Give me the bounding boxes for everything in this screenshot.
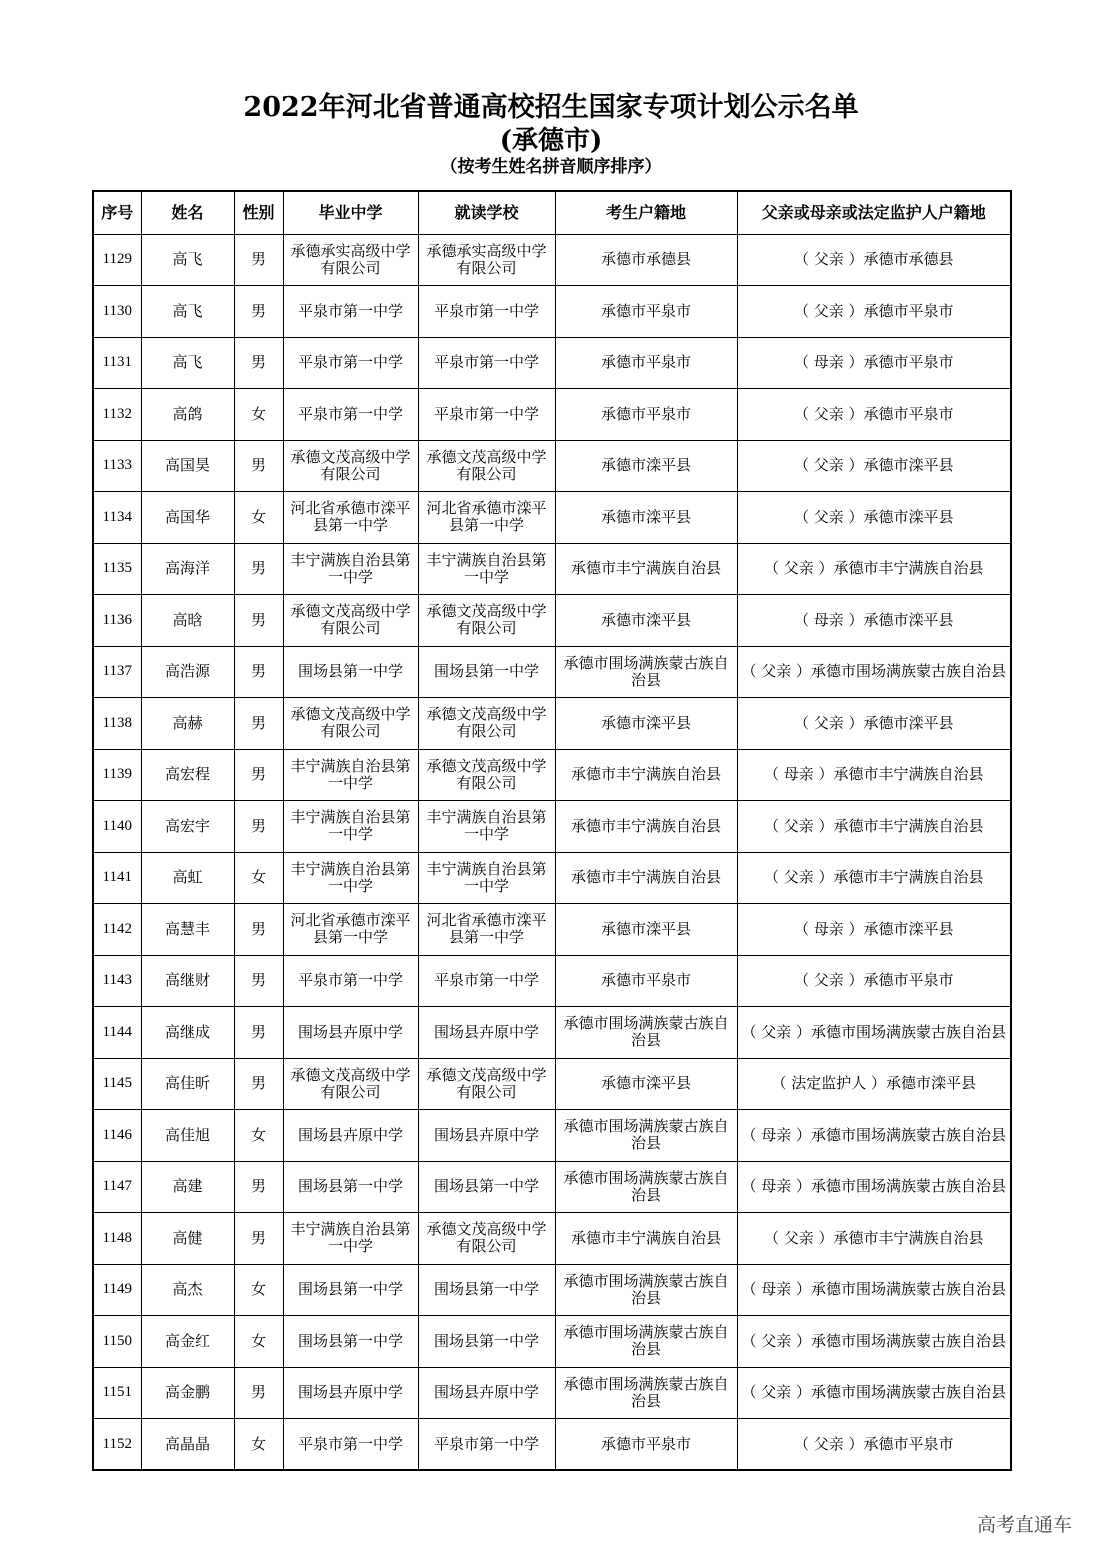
cell-current-school: 丰宁满族自治县第一中学 xyxy=(418,543,555,595)
cell-student-household: 承德市围场满族蒙古族自治县 xyxy=(555,1007,737,1059)
header-gender: 性别 xyxy=(234,191,283,234)
cell-current-school: 围场县第一中学 xyxy=(418,1316,555,1368)
cell-current-school: 围场县卉原中学 xyxy=(418,1367,555,1419)
cell-guardian-household: （ 母亲 ）承德市围场满族蒙古族自治县 xyxy=(737,1264,1011,1316)
cell-graduation-school: 平泉市第一中学 xyxy=(283,1419,418,1471)
cell-student-household: 承德市丰宁满族自治县 xyxy=(555,1213,737,1265)
cell-current-school: 承德文茂高级中学有限公司 xyxy=(418,698,555,750)
cell-serial: 1152 xyxy=(93,1419,141,1471)
cell-gender: 男 xyxy=(234,904,283,956)
cell-gender: 女 xyxy=(234,1110,283,1162)
cell-gender: 男 xyxy=(234,1007,283,1059)
table-row xyxy=(93,234,1011,286)
table-row xyxy=(93,1264,1011,1316)
cell-guardian-household: （ 父亲 ）承德市滦平县 xyxy=(737,440,1011,492)
cell-current-school: 平泉市第一中学 xyxy=(418,337,555,389)
cell-graduation-school: 承德文茂高级中学有限公司 xyxy=(283,1058,418,1110)
cell-student-household: 承德市平泉市 xyxy=(555,955,737,1007)
cell-gender: 男 xyxy=(234,1213,283,1265)
cell-current-school: 平泉市第一中学 xyxy=(418,286,555,338)
cell-serial: 1146 xyxy=(93,1110,141,1162)
cell-name: 高慧丰 xyxy=(141,904,234,956)
cell-guardian-household: （ 父亲 ）承德市平泉市 xyxy=(737,1419,1011,1471)
cell-student-household: 承德市丰宁满族自治县 xyxy=(555,749,737,801)
table-row xyxy=(93,595,1011,647)
cell-guardian-household: （ 父亲 ）承德市丰宁满族自治县 xyxy=(737,852,1011,904)
cell-guardian-household: （ 法定监护人 ）承德市滦平县 xyxy=(737,1058,1011,1110)
cell-gender: 女 xyxy=(234,1419,283,1471)
cell-gender: 男 xyxy=(234,1161,283,1213)
cell-gender: 女 xyxy=(234,852,283,904)
cell-graduation-school: 围场县卉原中学 xyxy=(283,1367,418,1419)
table-row xyxy=(93,1110,1011,1162)
cell-graduation-school: 丰宁满族自治县第一中学 xyxy=(283,852,418,904)
cell-student-household: 承德市滦平县 xyxy=(555,904,737,956)
cell-student-household: 承德市丰宁满族自治县 xyxy=(555,852,737,904)
cell-gender: 女 xyxy=(234,1264,283,1316)
cell-name: 高继成 xyxy=(141,1007,234,1059)
cell-current-school: 平泉市第一中学 xyxy=(418,1419,555,1471)
cell-current-school: 围场县卉原中学 xyxy=(418,1007,555,1059)
cell-current-school: 丰宁满族自治县第一中学 xyxy=(418,852,555,904)
table-row xyxy=(93,1419,1011,1471)
table-row xyxy=(93,646,1011,698)
cell-graduation-school: 围场县第一中学 xyxy=(283,646,418,698)
cell-serial: 1148 xyxy=(93,1213,141,1265)
cell-student-household: 承德市平泉市 xyxy=(555,337,737,389)
sort-note: （按考生姓名拼音顺序排序） xyxy=(440,157,662,177)
cell-gender: 男 xyxy=(234,234,283,286)
cell-guardian-household: （ 父亲 ）承德市滦平县 xyxy=(737,492,1011,544)
cell-name: 高金鹏 xyxy=(141,1367,234,1419)
cell-gender: 男 xyxy=(234,801,283,853)
cell-serial: 1132 xyxy=(93,389,141,441)
cell-name: 高佳旭 xyxy=(141,1110,234,1162)
cell-name: 高佳昕 xyxy=(141,1058,234,1110)
cell-gender: 男 xyxy=(234,1367,283,1419)
cell-gender: 男 xyxy=(234,955,283,1007)
cell-guardian-household: （ 父亲 ）承德市平泉市 xyxy=(737,389,1011,441)
cell-student-household: 承德市围场满族蒙古族自治县 xyxy=(555,1161,737,1213)
cell-student-household: 承德市滦平县 xyxy=(555,698,737,750)
cell-serial: 1139 xyxy=(93,749,141,801)
cell-serial: 1141 xyxy=(93,852,141,904)
watermark: 高考直通车 xyxy=(976,1514,1072,1536)
cell-graduation-school: 围场县卉原中学 xyxy=(283,1007,418,1059)
header-serial: 序号 xyxy=(93,191,141,234)
cell-guardian-household: （ 母亲 ）承德市滦平县 xyxy=(737,904,1011,956)
table-row xyxy=(93,440,1011,492)
cell-name: 高浩源 xyxy=(141,646,234,698)
cell-graduation-school: 平泉市第一中学 xyxy=(283,337,418,389)
cell-serial: 1144 xyxy=(93,1007,141,1059)
cell-graduation-school: 丰宁满族自治县第一中学 xyxy=(283,1213,418,1265)
cell-serial: 1136 xyxy=(93,595,141,647)
cell-student-household: 承德市围场满族蒙古族自治县 xyxy=(555,1367,737,1419)
table-row xyxy=(93,1316,1011,1368)
cell-guardian-household: （ 父亲 ）承德市围场满族蒙古族自治县 xyxy=(737,1367,1011,1419)
table-row xyxy=(93,389,1011,441)
cell-student-household: 承德市平泉市 xyxy=(555,286,737,338)
cell-gender: 男 xyxy=(234,1058,283,1110)
header-current-school: 就读学校 xyxy=(418,191,555,234)
cell-current-school: 丰宁满族自治县第一中学 xyxy=(418,801,555,853)
cell-graduation-school: 丰宁满族自治县第一中学 xyxy=(283,749,418,801)
cell-guardian-household: （ 父亲 ）承德市丰宁满族自治县 xyxy=(737,543,1011,595)
cell-guardian-household: （ 母亲 ）承德市围场满族蒙古族自治县 xyxy=(737,1110,1011,1162)
cell-guardian-household: （ 父亲 ）承德市丰宁满族自治县 xyxy=(737,1213,1011,1265)
cell-guardian-household: （ 母亲 ）承德市围场满族蒙古族自治县 xyxy=(737,1161,1011,1213)
table-row xyxy=(93,286,1011,338)
roster-body xyxy=(93,234,1011,1470)
header-guardian-household: 父亲或母亲或法定监护人户籍地 xyxy=(737,191,1011,234)
header-graduation-school: 毕业中学 xyxy=(283,191,418,234)
cell-name: 高国华 xyxy=(141,492,234,544)
cell-name: 高晶晶 xyxy=(141,1419,234,1471)
cell-current-school: 承德承实高级中学有限公司 xyxy=(418,234,555,286)
table-row xyxy=(93,1213,1011,1265)
cell-current-school: 承德文茂高级中学有限公司 xyxy=(418,440,555,492)
cell-guardian-household: （ 父亲 ）承德市围场满族蒙古族自治县 xyxy=(737,646,1011,698)
cell-current-school: 围场县第一中学 xyxy=(418,646,555,698)
cell-gender: 男 xyxy=(234,595,283,647)
cell-gender: 女 xyxy=(234,1316,283,1368)
cell-graduation-school: 平泉市第一中学 xyxy=(283,286,418,338)
cell-current-school: 承德文茂高级中学有限公司 xyxy=(418,749,555,801)
cell-current-school: 平泉市第一中学 xyxy=(418,389,555,441)
cell-guardian-household: （ 母亲 ）承德市滦平县 xyxy=(737,595,1011,647)
cell-current-school: 河北省承德市滦平县第一中学 xyxy=(418,492,555,544)
cell-graduation-school: 围场县第一中学 xyxy=(283,1264,418,1316)
cell-name: 高金红 xyxy=(141,1316,234,1368)
cell-student-household: 承德市平泉市 xyxy=(555,1419,737,1471)
cell-student-household: 承德市围场满族蒙古族自治县 xyxy=(555,1110,737,1162)
cell-guardian-household: （ 父亲 ）承德市平泉市 xyxy=(737,286,1011,338)
cell-serial: 1135 xyxy=(93,543,141,595)
cell-serial: 1138 xyxy=(93,698,141,750)
cell-name: 高虹 xyxy=(141,852,234,904)
cell-graduation-school: 承德文茂高级中学有限公司 xyxy=(283,698,418,750)
cell-graduation-school: 围场县卉原中学 xyxy=(283,1110,418,1162)
cell-name: 高飞 xyxy=(141,337,234,389)
table-row xyxy=(93,492,1011,544)
cell-serial: 1147 xyxy=(93,1161,141,1213)
cell-student-household: 承德市围场满族蒙古族自治县 xyxy=(555,646,737,698)
cell-name: 高赫 xyxy=(141,698,234,750)
cell-current-school: 承德文茂高级中学有限公司 xyxy=(418,595,555,647)
cell-gender: 男 xyxy=(234,543,283,595)
cell-current-school: 围场县第一中学 xyxy=(418,1161,555,1213)
cell-gender: 女 xyxy=(234,389,283,441)
cell-name: 高宏程 xyxy=(141,749,234,801)
cell-serial: 1151 xyxy=(93,1367,141,1419)
cell-current-school: 围场县第一中学 xyxy=(418,1264,555,1316)
cell-serial: 1145 xyxy=(93,1058,141,1110)
cell-serial: 1133 xyxy=(93,440,141,492)
cell-graduation-school: 围场县第一中学 xyxy=(283,1161,418,1213)
cell-name: 高杰 xyxy=(141,1264,234,1316)
cell-name: 高飞 xyxy=(141,286,234,338)
cell-guardian-household: （ 父亲 ）承德市围场满族蒙古族自治县 xyxy=(737,1316,1011,1368)
table-row xyxy=(93,1161,1011,1213)
cell-serial: 1140 xyxy=(93,801,141,853)
cell-gender: 男 xyxy=(234,440,283,492)
cell-name: 高鸽 xyxy=(141,389,234,441)
cell-name: 高国昊 xyxy=(141,440,234,492)
cell-serial: 1142 xyxy=(93,904,141,956)
cell-current-school: 承德文茂高级中学有限公司 xyxy=(418,1058,555,1110)
header-row xyxy=(93,191,1011,234)
table-row xyxy=(93,698,1011,750)
cell-name: 高晗 xyxy=(141,595,234,647)
cell-graduation-school: 承德承实高级中学有限公司 xyxy=(283,234,418,286)
cell-student-household: 承德市平泉市 xyxy=(555,389,737,441)
cell-current-school: 围场县卉原中学 xyxy=(418,1110,555,1162)
cell-graduation-school: 围场县第一中学 xyxy=(283,1316,418,1368)
table-row xyxy=(93,801,1011,853)
roster-table xyxy=(92,190,1012,1471)
cell-name: 高飞 xyxy=(141,234,234,286)
cell-student-household: 承德市丰宁满族自治县 xyxy=(555,801,737,853)
cell-guardian-household: （ 父亲 ）承德市围场满族蒙古族自治县 xyxy=(737,1007,1011,1059)
cell-serial: 1131 xyxy=(93,337,141,389)
table-row xyxy=(93,1367,1011,1419)
cell-name: 高继财 xyxy=(141,955,234,1007)
cell-graduation-school: 河北省承德市滦平县第一中学 xyxy=(283,492,418,544)
table-row xyxy=(93,904,1011,956)
document-title: 2022年河北省普通高校招生国家专项计划公示名单 xyxy=(243,92,859,123)
cell-student-household: 承德市滦平县 xyxy=(555,492,737,544)
cell-guardian-household: （ 父亲 ）承德市承德县 xyxy=(737,234,1011,286)
table-row xyxy=(93,955,1011,1007)
cell-gender: 女 xyxy=(234,492,283,544)
cell-serial: 1149 xyxy=(93,1264,141,1316)
table-row xyxy=(93,852,1011,904)
cell-graduation-school: 承德文茂高级中学有限公司 xyxy=(283,440,418,492)
cell-graduation-school: 河北省承德市滦平县第一中学 xyxy=(283,904,418,956)
cell-serial: 1130 xyxy=(93,286,141,338)
cell-current-school: 承德文茂高级中学有限公司 xyxy=(418,1213,555,1265)
cell-serial: 1150 xyxy=(93,1316,141,1368)
cell-guardian-household: （ 父亲 ）承德市丰宁满族自治县 xyxy=(737,801,1011,853)
cell-name: 高宏宇 xyxy=(141,801,234,853)
cell-guardian-household: （ 父亲 ）承德市滦平县 xyxy=(737,698,1011,750)
table-row xyxy=(93,1007,1011,1059)
cell-student-household: 承德市围场满族蒙古族自治县 xyxy=(555,1264,737,1316)
cell-student-household: 承德市承德县 xyxy=(555,234,737,286)
cell-student-household: 承德市滦平县 xyxy=(555,1058,737,1110)
cell-student-household: 承德市滦平县 xyxy=(555,595,737,647)
cell-gender: 男 xyxy=(234,337,283,389)
table-row xyxy=(93,337,1011,389)
cell-gender: 男 xyxy=(234,286,283,338)
table-row xyxy=(93,543,1011,595)
cell-guardian-household: （ 父亲 ）承德市平泉市 xyxy=(737,955,1011,1007)
table-row xyxy=(93,749,1011,801)
cell-gender: 男 xyxy=(234,698,283,750)
document-subtitle: (承德市) xyxy=(499,126,603,156)
cell-guardian-household: （ 母亲 ）承德市平泉市 xyxy=(737,337,1011,389)
cell-gender: 男 xyxy=(234,749,283,801)
cell-serial: 1143 xyxy=(93,955,141,1007)
cell-serial: 1129 xyxy=(93,234,141,286)
cell-serial: 1137 xyxy=(93,646,141,698)
cell-serial: 1134 xyxy=(93,492,141,544)
table-row xyxy=(93,1058,1011,1110)
cell-name: 高健 xyxy=(141,1213,234,1265)
cell-name: 高建 xyxy=(141,1161,234,1213)
cell-student-household: 承德市滦平县 xyxy=(555,440,737,492)
cell-current-school: 河北省承德市滦平县第一中学 xyxy=(418,904,555,956)
cell-graduation-school: 承德文茂高级中学有限公司 xyxy=(283,595,418,647)
header-name: 姓名 xyxy=(141,191,234,234)
cell-current-school: 平泉市第一中学 xyxy=(418,955,555,1007)
cell-name: 高海洋 xyxy=(141,543,234,595)
header-student-household: 考生户籍地 xyxy=(555,191,737,234)
cell-graduation-school: 丰宁满族自治县第一中学 xyxy=(283,801,418,853)
cell-graduation-school: 平泉市第一中学 xyxy=(283,955,418,1007)
cell-student-household: 承德市围场满族蒙古族自治县 xyxy=(555,1316,737,1368)
cell-gender: 男 xyxy=(234,646,283,698)
cell-guardian-household: （ 母亲 ）承德市丰宁满族自治县 xyxy=(737,749,1011,801)
cell-graduation-school: 平泉市第一中学 xyxy=(283,389,418,441)
cell-graduation-school: 丰宁满族自治县第一中学 xyxy=(283,543,418,595)
cell-student-household: 承德市丰宁满族自治县 xyxy=(555,543,737,595)
